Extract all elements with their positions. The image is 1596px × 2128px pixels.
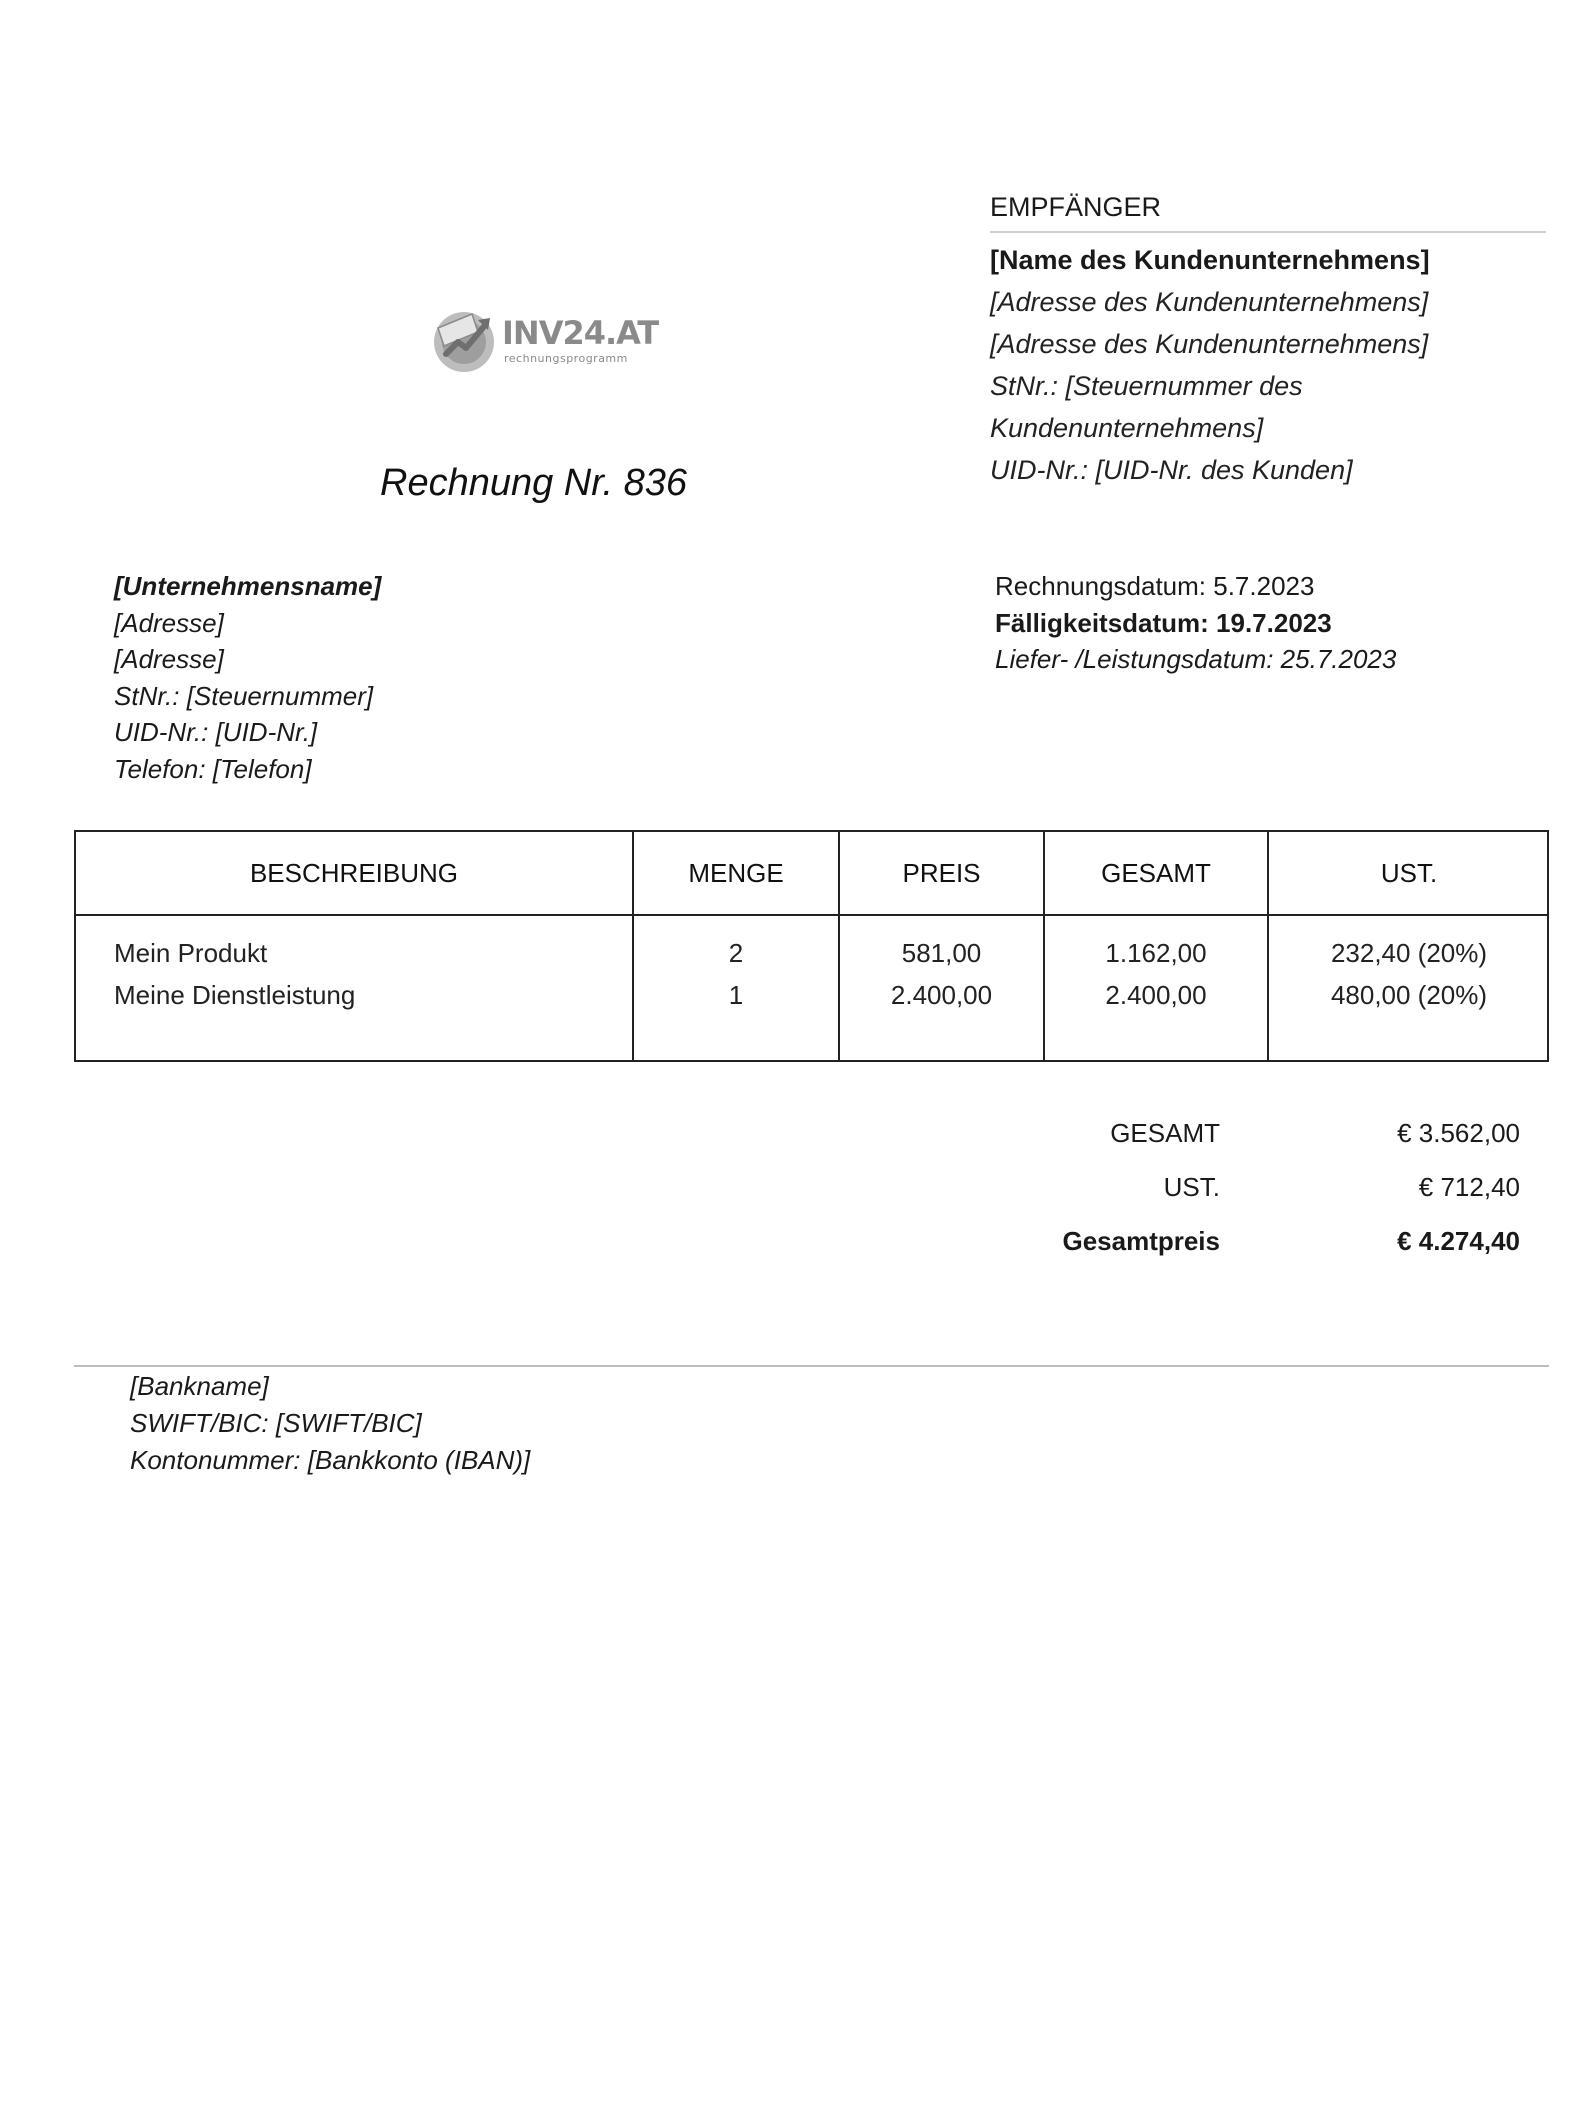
totals-block (1000, 1118, 1520, 1280)
recipient-uid: UID-Nr.: [UID-Nr. des Kunden] (990, 455, 1353, 485)
recipient-heading: EMPFÄNGER (990, 192, 1546, 233)
row-1-description: Mein Produkt (114, 938, 268, 968)
column-header-total: GESAMT (1101, 857, 1211, 888)
row-1-quantity: 2 (728, 938, 744, 968)
recipient-block (990, 192, 1546, 491)
invoice-dates (995, 568, 1396, 678)
logo-subtitle-text: rechnungsprogramm (504, 352, 628, 365)
vat-total-label: UST. (1163, 1172, 1220, 1202)
bank-divider (74, 1365, 1549, 1367)
gross-total-label: Gesamtpreis (1062, 1226, 1220, 1256)
vat-total-row (1000, 1172, 1520, 1226)
net-total-value: € 3.562,00 (1397, 1118, 1520, 1148)
gross-total-row (1000, 1226, 1520, 1280)
vat-total-value: € 712,40 (1418, 1172, 1520, 1202)
invoice-title: Rechnung Nr. 836 (380, 462, 688, 504)
header-divider (76, 914, 1547, 916)
row-2-vat: 480,00 (20%) (1330, 980, 1488, 1010)
bank-details (130, 1368, 530, 1479)
recipient-name: [Name des Kundenunternehmens] (990, 245, 1430, 275)
row-1-total: 1.162,00 (1105, 938, 1207, 968)
line-items-table (74, 830, 1549, 1062)
column-header-quantity: MENGE (688, 857, 784, 888)
due-date: Fälligkeitsdatum: 19.7.2023 (995, 607, 1332, 638)
bank-swift: SWIFT/BIC: [SWIFT/BIC] (130, 1408, 422, 1438)
sender-name: [Unternehmensname] (114, 571, 382, 601)
gross-total-value: € 4.274,40 (1397, 1226, 1520, 1256)
bank-account: Kontonummer: [Bankkonto (IBAN)] (130, 1445, 531, 1475)
sender-address-1: [Adresse] (114, 607, 224, 638)
net-total-row (1000, 1118, 1520, 1172)
column-header-description: BESCHREIBUNG (249, 857, 459, 888)
recipient-address-1: [Adresse des Kundenunternehmens] (990, 287, 1429, 317)
company-logo (428, 302, 659, 374)
sender-block (114, 568, 381, 787)
invoice-date: Rechnungsdatum: 5.7.2023 (995, 571, 1315, 601)
logo-icon (428, 302, 500, 374)
sender-address-2: [Adresse] (114, 644, 224, 674)
delivery-date: Liefer- /Leistungsdatum: 25.7.2023 (995, 644, 1397, 674)
bank-name: [Bankname] (130, 1371, 269, 1401)
recipient-tax-number-line-1: StNr.: [Steuernummer des (990, 371, 1303, 401)
recipient-address-2: [Adresse des Kundenunternehmens] (990, 329, 1429, 359)
row-2-quantity: 1 (728, 980, 744, 1010)
row-1-vat: 232,40 (20%) (1330, 938, 1488, 968)
net-total-label: GESAMT (1110, 1118, 1220, 1148)
recipient-tax-number-line-2: Kundenunternehmens] (990, 413, 1264, 443)
sender-tax-number: StNr.: [Steuernummer] (114, 680, 374, 711)
row-2-price: 2.400,00 (890, 980, 993, 1010)
column-header-vat: UST. (1380, 857, 1438, 888)
row-2-total: 2.400,00 (1105, 980, 1207, 1010)
logo-brand-text: INV24.AT (502, 314, 659, 352)
sender-phone: Telefon: [Telefon] (114, 753, 312, 784)
row-1-price: 581,00 (901, 938, 982, 968)
row-2-description: Meine Dienstleistung (114, 980, 356, 1010)
column-header-price: PREIS (902, 857, 981, 888)
sender-uid: UID-Nr.: [UID-Nr.] (114, 717, 318, 747)
